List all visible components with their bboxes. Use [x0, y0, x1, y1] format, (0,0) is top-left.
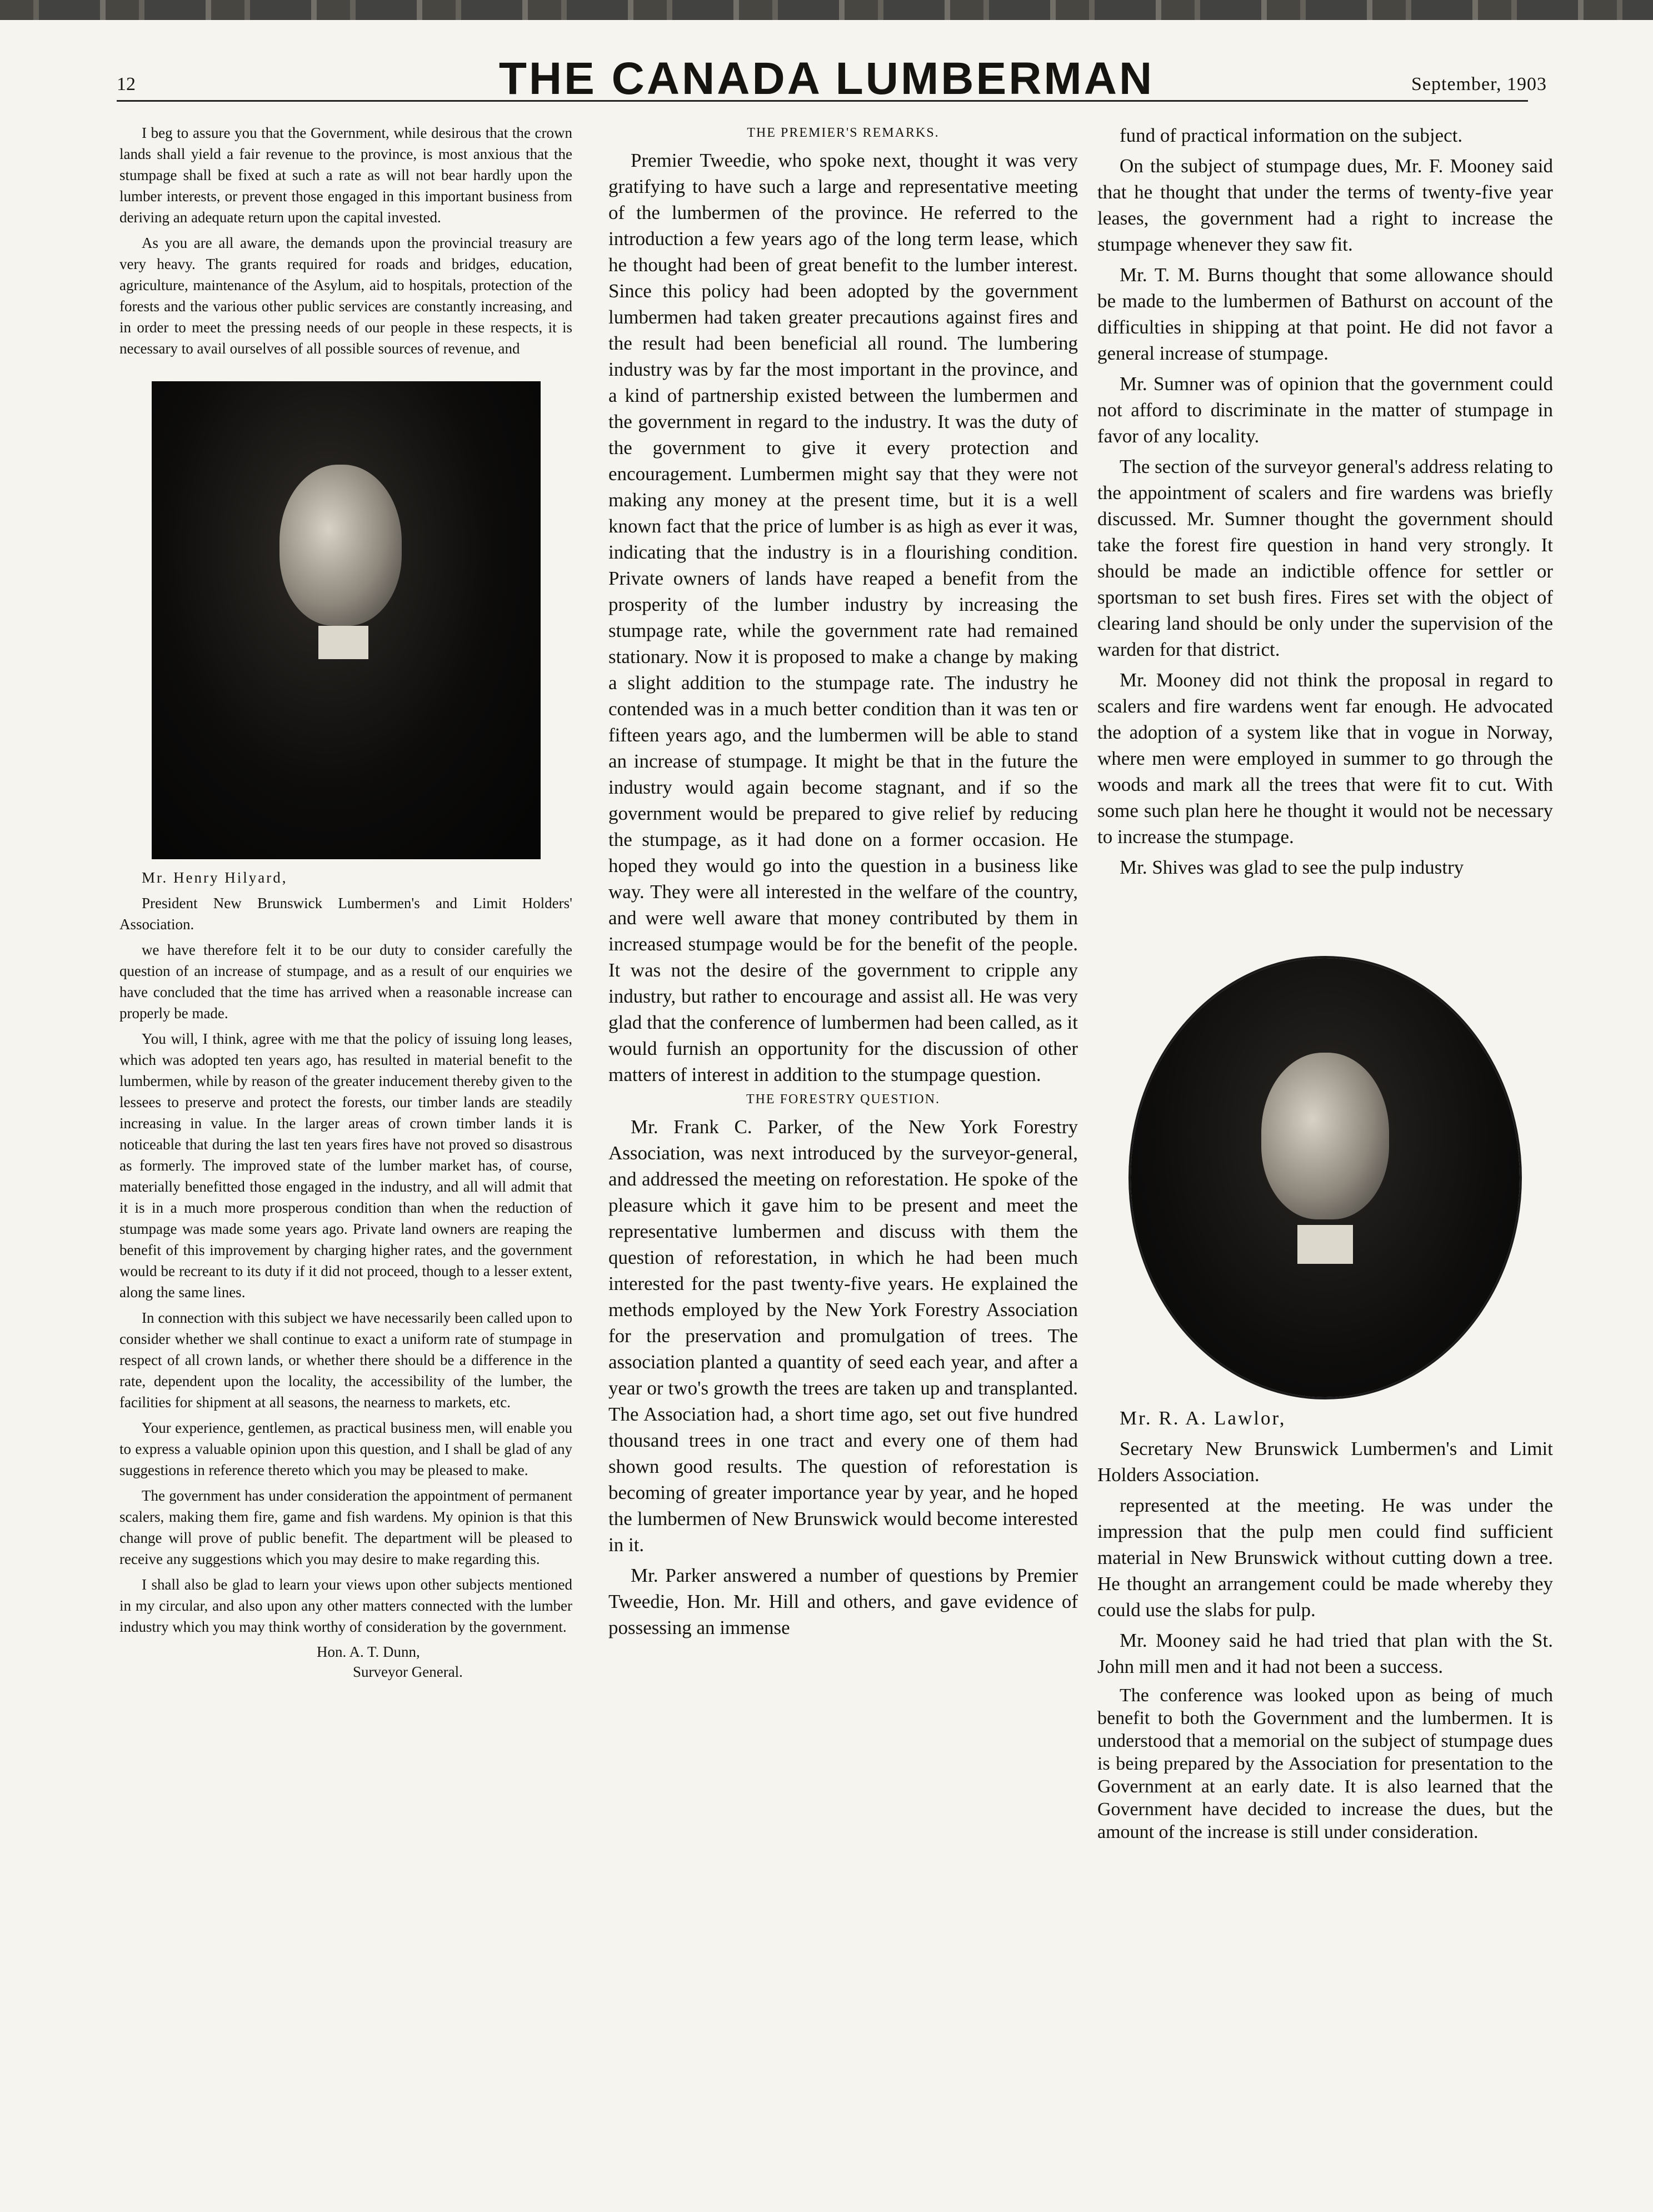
- paragraph: Mr. Parker answered a number of questions by Premier Tweedie, Hon. Mr. Hill and others, and gave evidence of possessing an immense: [608, 1565, 1078, 1638]
- column-3-paragraphs-after: [1097, 1492, 1553, 1680]
- paragraph: On the subject of stumpage dues, Mr. F. Mooney said that he thought that under the terms of twenty-five year leases, the government had a right to increase the stumpage whenever they saw fit.: [1097, 155, 1553, 255]
- portrait-henry-hilyard: [152, 381, 541, 859]
- photo-caption-name: Mr. R. A. Lawlor,: [1120, 1407, 1286, 1429]
- column-1-paragraphs: [119, 122, 572, 359]
- paragraph: Your experience, gentlemen, as practical business men, will enable you to express a valuable opinion upon this question, and I shall be glad of any suggestions in reference thereto which you may be pleased to make.: [119, 1419, 572, 1478]
- paragraph: I shall also be glad to learn your views upon other subjects mentioned in my circular, and also upon any other matters connected with the lumber industry which you may think worthy of consideration by the government.: [119, 1576, 572, 1635]
- column-1-paragraphs-after: [119, 939, 572, 1637]
- section-heading-premier: THE PREMIER'S REMARKS.: [747, 126, 940, 140]
- paragraph: Mr. Shives was glad to see the pulp industry: [1120, 856, 1464, 878]
- portrait-ra-lawlor: [1131, 958, 1520, 1397]
- paragraph: Mr. Mooney did not think the proposal in regard to scalers and fire wardens went far enough. He advocated the adoption of a system like that in vogue in Norway, where men were employed in summer to go through the woods and mark all the trees that were fit to cut. With some such plan here he thought it would not be necessary to increase the stumpage.: [1097, 669, 1553, 848]
- paragraph: In connection with this subject we have necessarily been called upon to consider whether we shall continue to exact a uniform rate of stumpage in respect of all crown lands, or whether there should be a difference in the rate, dependent upon the locality, the accessibility of the lumber, the facilities for shipment at all seasons, the nearness to markets, etc.: [119, 1309, 572, 1411]
- paragraph: represented at the meeting. He was under the impression that the pulp men could find sufficient material in New Brunswick without cutting down a tree. He thought an arrangement could be made whereby they could use the slabs for pulp.: [1097, 1494, 1553, 1621]
- signoff-title: Surveyor General.: [353, 1663, 463, 1680]
- paragraph: Mr. Frank C. Parker, of the New York Forestry Association, was next introduced by the surveyor-general, and addressed the meeting on reforestation. He spoke of the pleasure which it gave him to be present and meet the representative lumbermen and discuss with them the question of reforestation, in which he had been much interested for the past twenty-five years. He explained the methods employed by the New York Forestry Association for the preservation and promulgation of trees. The association planted a quantity of seed each year, and after a year or two's growth the trees are taken up and transplanted. The Association had, a short time ago, set out five hundred thousand trees in one tract and every one of them had shown good results. The question of reforestation is becoming of greater importance year by year, and he hoped the lumbermen of New Brunswick would become interested in it.: [608, 1116, 1078, 1556]
- photo-caption-name: Mr. Henry Hilyard,: [142, 869, 288, 886]
- issue-date: September, 1903: [1411, 74, 1547, 94]
- scan-top-edge: [0, 0, 1653, 20]
- column-3-paragraphs: [1097, 122, 1553, 880]
- paragraph: The section of the surveyor general's address relating to the appointment of scalers and fire wardens was briefly discussed. Mr. Sumner thought the government should take the forest fire question in hand very strongly. It should be made an indictible offence for settler or sportsman to set bush fires. Fires set with the object of clearing land should be only under the supervision of the warden for that district.: [1097, 456, 1553, 660]
- paragraph: Premier Tweedie, who spoke next, thought it was very gratifying to have such a large and representative meeting of the lumbermen of the province. He referred to the introduction a few years ago of the long term lease, which he thought had been of great benefit to the lumber interest. Since this policy had been adopted by the government lumbermen had taken greater precautions against fires and the result had been beneficial all round. The lumbering industry was by far the most important in the province, and a kind of partnership existed between the lumbermen and the government in regard to the industry. It was the duty of the government to give it every protection and encouragement. Lumbermen might say that they were not making any money at the present time, but it is a well known fact that the price of lumber is as high as ever it was, indicating that the industry is in a flourishing condition. Private owners of lands have reaped a benefit from the prosperity of the lumber industry by increasing the stumpage rate, while the government rate had remained stationary. Now it is proposed to make a change by making a slight addition to the stumpage rate. The industry he contended was in a much better condition than it was ten or fifteen years ago, and the lumbermen will be able to stand an increase of stumpage. It might be that in the future the industry would again become stagnant, and if so the government would be prepared to give relief by reducing the stumpage, as it had done on a former occasion. He hoped they would go into the question in a business like way. They were all interested in the welfare of the country, and were well aware that money contributed by them in increased stumpage would be for the benefit of the people. It was not the desire of the government to cripple any industry, but rather to encourage and assist all. He was very glad that the conference of lumbermen had been called, as it would furnish an opportunity for the discussion of other matters of interest in addition to the stumpage question.: [608, 150, 1078, 1085]
- paragraph: Mr. Mooney said he had tried that plan with the St. John mill men and it had not been a success.: [1097, 1630, 1553, 1677]
- header-rule: [117, 100, 1528, 102]
- page-number: 12: [117, 74, 136, 94]
- paragraph: we have therefore felt it to be our duty to consider carefully the question of an increase of stumpage, and as a result of our enquiries we have concluded that the time has arrived when a reasonable increase can properly be made.: [119, 941, 572, 1022]
- masthead-title: THE CANADA LUMBERMAN: [498, 53, 1155, 104]
- paragraph: You will, I think, agree with me that the policy of issuing long leases, which was adopted ten years ago, has resulted in material benefit to the lumbermen, while by reason of the greater inducement thereby given to the lessees to preserve and protect the forests, our timber lands are steadily increasing in value. In the larger areas of crown timber lands it is noticeable that during the last ten years fires have not proved so disastrous as formerly. The improved state of the lumber market has, of course, materially benefitted those engaged in the industry, and all will admit that it is in a much more prosperous condition than when the reduction of stumpage was made some years ago. Private land owners are reaping the benefit of this improvement by charging higher rates, and the government would be recreant to its duty if it did not proceed, though to a lesser extent, along the same lines.: [119, 1030, 572, 1301]
- column-3-closing-paragraph: [1097, 1684, 1553, 1844]
- paragraph: As you are all aware, the demands upon the provincial treasury are very heavy. The grants required for roads and bridges, education, agriculture, maintenance of the Asylum, aid to hospitals, protection of the forests and the various other public services are constantly increasing, and in order to meet the pressing needs of our people in these respects, it is necessary to avail ourselves of all possible sources of revenue, and: [119, 235, 572, 357]
- photo-caption-title: President New Brunswick Lumbermen's and Limit Holders' Association.: [119, 895, 572, 933]
- signoff: [317, 1642, 572, 1682]
- paragraph: Mr. T. M. Burns thought that some allowance should be made to the lumbermen of Bathurst on account of the difficulties in shipping at that point. He did not favor a general increase of stumpage.: [1097, 264, 1553, 364]
- paragraph: I beg to assure you that the Government, while desirous that the crown lands shall yield a fair revenue to the province, is most anxious that the stumpage shall be fixed at such a rate as will not bear hardly upon the lumber interests, or prevent those engaged in this important business from deriving an adequate return upon the capital invested.: [119, 124, 572, 226]
- paragraph: Mr. Sumner was of opinion that the government could not afford to discriminate in the matter of stumpage in favor of any locality.: [1097, 373, 1553, 447]
- paragraph: The conference was looked upon as being of much benefit to both the Government and the lumbermen. It is understood that a memorial on the subject of stumpage dues is being prepared by the Association for presentation to the Government at an early date. It is also learned that the Government have decided to increase the dues, but the amount of the increase is still under consideration.: [1097, 1685, 1553, 1842]
- paragraph: The government has under consideration the appointment of permanent scalers, making them fire, game and fish wardens. My opinion is that this change will prove of public benefit. The department will be pleased to receive any suggestions which you may desire to make regarding this.: [119, 1487, 572, 1567]
- forestry-question: [608, 1114, 1078, 1641]
- premier-remarks: [608, 147, 1078, 1088]
- paragraph: fund of practical information on the subject.: [1120, 124, 1463, 146]
- page-header: [0, 53, 1653, 114]
- section-heading-forestry: THE FORESTRY QUESTION.: [746, 1092, 941, 1107]
- signoff-name: Hon. A. T. Dunn,: [317, 1643, 420, 1660]
- photo-caption-title: Secretary New Brunswick Lumbermen's and Limit Holders Association.: [1097, 1438, 1553, 1486]
- column-1: [119, 122, 572, 1682]
- column-2: [608, 122, 1078, 1645]
- column-3: [1097, 122, 1553, 1848]
